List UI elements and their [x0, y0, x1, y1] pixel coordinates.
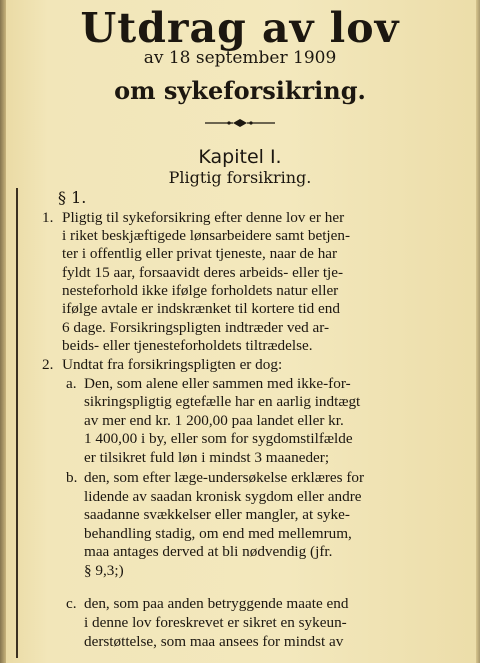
document-title: Utdrag av lov [80, 4, 400, 52]
document-subtitle: om sykeforsikring. [114, 76, 366, 105]
subitem-line: lidende av saadan kronisk sygdom eller andre [84, 488, 362, 505]
subitem-line: § 9,3;) [84, 562, 124, 579]
item-line: Pligtig til sykeforsikring efter denne lov er her [62, 209, 345, 226]
section-mark: § 1. [58, 188, 87, 207]
chapter-title: Kapitel I. [198, 146, 282, 168]
item-number: 2. [42, 356, 54, 373]
subitem-line: Den, som alene eller sammen med ikke-for- [84, 375, 351, 392]
chapter-subtitle: Pligtig forsikring. [168, 168, 312, 187]
subitem-label: b. [66, 469, 78, 486]
subitem-line: den, som paa anden betryggende maate end [84, 595, 349, 612]
subitem-line: i denne lov foreskrevet er sikret en sykeun- [84, 614, 347, 631]
item-line: nesteforhold ikke ifølge forholdets natur eller [62, 282, 339, 299]
subitem-line: derstøttelse, som maa ansees for mindst av [84, 633, 344, 650]
item-line: Undtat fra forsikringspligten er dog: [62, 356, 283, 373]
ornament-divider-icon [205, 118, 275, 128]
item-line: beids- eller tjenesteforholdets tiltrædelse. [62, 337, 313, 354]
subitem-line: maa antages derved at bli nødvendig (jfr. [84, 543, 333, 560]
item-line: i riket beskjæftigede lønsarbeidere samt betjen- [62, 227, 351, 244]
item-line: ifølge avtale er indskrænket til kortere tid end [62, 300, 340, 317]
subitem-line: av mer end kr. 1 200,00 paa landet eller kr. [84, 412, 344, 429]
item-line: 6 dage. Forsikringspligten indtræder ved ar- [62, 319, 330, 336]
subitem-label: a. [66, 375, 77, 392]
subitem-line: sikringspligtig egtefælle har en aarlig indtægt [84, 393, 361, 410]
subitem-line: saadanne svækkelser eller mangler, at syke- [84, 506, 350, 523]
item-line: ter i offentlig eller privat tjeneste, naar de har [62, 245, 338, 262]
item-number: 1. [42, 209, 54, 226]
margin-bracket [16, 188, 18, 658]
subitem-line: den, som efter læge-undersøkelse erklæres for [84, 469, 365, 486]
item-line: fyldt 15 aar, forsaavidt deres arbeids- eller tje- [62, 264, 344, 281]
subitem-line: 1 400,00 i by, eller som for sygdomstilfælde [84, 430, 353, 447]
document-date: av 18 september 1909 [143, 48, 337, 68]
subitem-line: er tilsikret fuld løn i mindst 3 maaneder; [84, 449, 330, 466]
subitem-label: c. [66, 595, 77, 612]
subitem-line: behandling stadig, om end med mellemrum, [84, 525, 352, 542]
